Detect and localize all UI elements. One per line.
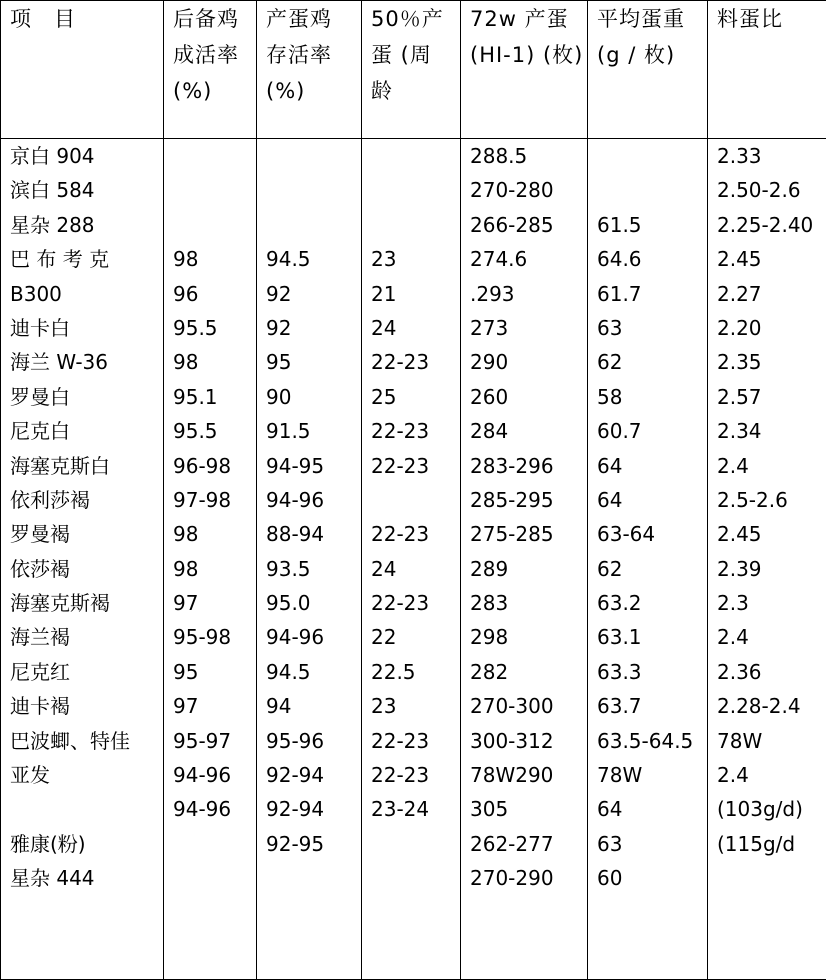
table-cell: 275-285 (470, 522, 554, 547)
column-breed-names (1, 139, 164, 980)
table-cell: 64 (597, 453, 623, 478)
table-cell: 283 (470, 591, 509, 616)
table-cell: .293 (470, 281, 515, 306)
table-cell: 262-277 (470, 831, 554, 856)
header-item (1, 1, 164, 139)
table-cell: 64.6 (597, 247, 642, 272)
table-cell: 94-96 (173, 763, 232, 788)
table-cell (371, 861, 460, 895)
table-cell: 2.20 (717, 315, 762, 340)
table-cell: 21 (371, 281, 397, 306)
table-cell: 94-96 (266, 487, 325, 512)
table-cell: 270-290 (470, 866, 554, 891)
table-cell: 24 (371, 315, 397, 340)
table-cell: 97-98 (173, 487, 232, 512)
table-cell: B300 (10, 281, 62, 306)
column-feed-egg-ratio (708, 139, 826, 980)
table-cell: 罗曼白 (10, 384, 70, 409)
table-cell: (103g/d) (717, 797, 803, 822)
table-cell: 96-98 (173, 453, 232, 478)
table-cell (597, 139, 707, 173)
table-cell: 92-94 (266, 763, 325, 788)
table-cell: 94-96 (266, 625, 325, 650)
table-cell: 274.6 (470, 247, 528, 272)
table-cell: 60.7 (597, 419, 642, 444)
column-72w-egg-count (461, 139, 588, 980)
table-cell: 288.5 (470, 144, 528, 168)
header-72w-egg-count (461, 1, 588, 139)
table-cell: 2.28-2.4 (717, 694, 801, 719)
table-cell: 98 (173, 556, 199, 581)
table-cell: 63.2 (597, 591, 642, 616)
table-cell: 2.4 (717, 625, 749, 650)
table-cell: 22-23 (371, 522, 430, 547)
table-cell: 92-94 (266, 797, 325, 822)
table-cell (173, 173, 256, 207)
header-row (1, 1, 826, 139)
table-cell (371, 827, 460, 861)
table-cell: 97 (173, 591, 199, 616)
table-cell (266, 139, 361, 173)
table-cell: 94.5 (266, 247, 311, 272)
table-cell: 300-312 (470, 728, 554, 753)
table-cell: 62 (597, 556, 623, 581)
table-cell: 63 (597, 831, 623, 856)
table-cell: 63 (597, 315, 623, 340)
table-cell: 23 (371, 247, 397, 272)
table-cell: 依利莎褐 (10, 487, 90, 512)
table-cell: 海兰 W-36 (10, 350, 108, 375)
table-cell: 23 (371, 694, 397, 719)
column-rearing-survival (164, 139, 257, 980)
table-cell: 22-23 (371, 591, 430, 616)
table-cell: 星杂 288 (10, 212, 95, 237)
table-cell: 78W (597, 763, 643, 788)
table-cell: 22-23 (371, 728, 430, 753)
table-cell: 90 (266, 384, 292, 409)
table-cell: 迪卡白 (10, 315, 70, 340)
table-cell: 63.1 (597, 625, 642, 650)
table-cell: 22-23 (371, 419, 430, 444)
table-cell: 98 (173, 522, 199, 547)
table-cell: 25 (371, 384, 397, 409)
table-cell: 94-95 (266, 453, 325, 478)
table-cell: 94-96 (173, 797, 232, 822)
table-cell: 60 (597, 866, 623, 891)
table-cell: 2.27 (717, 281, 762, 306)
table-cell: 95-96 (266, 728, 325, 753)
table-cell: 61.7 (597, 281, 642, 306)
table-cell: 2.33 (717, 144, 762, 168)
table-cell: 94 (266, 694, 292, 719)
table-cell (173, 208, 256, 242)
table-cell: 海塞克斯褐 (10, 591, 110, 616)
table-cell: 海兰褐 (10, 625, 70, 650)
table-cell: 92 (266, 315, 292, 340)
table-cell: 62 (597, 350, 623, 375)
table-cell: 2.34 (717, 419, 762, 444)
header-label: 产蛋鸡 存活率 (%) (266, 7, 332, 103)
header-average-egg-weight (588, 1, 708, 139)
header-label: 项 目 (10, 7, 76, 31)
table-cell: 95-97 (173, 728, 232, 753)
table-cell: 95.0 (266, 591, 311, 616)
table-cell: 22-23 (371, 453, 430, 478)
table-cell: 23-24 (371, 797, 430, 822)
table-cell: 2.45 (717, 247, 762, 272)
table-cell: 305 (470, 797, 509, 822)
table-cell: 58 (597, 384, 623, 409)
table-cell: 雅康(粉) (10, 831, 86, 856)
table-cell (371, 483, 460, 517)
table-cell: 尼克红 (10, 659, 70, 684)
table-cell: 78W290 (470, 763, 554, 788)
table-cell: 罗曼褐 (10, 522, 70, 547)
table-cell: 京白 904 (10, 144, 95, 168)
table-cell (173, 861, 256, 895)
table-cell: 96 (173, 281, 199, 306)
table-cell: 97 (173, 694, 199, 719)
table-cell: 282 (470, 659, 509, 684)
table-cell: 迪卡褐 (10, 694, 70, 719)
table-cell: 95.5 (173, 315, 218, 340)
header-feed-egg-ratio (708, 1, 826, 139)
table-cell: 93.5 (266, 556, 311, 581)
table-cell: 星杂 444 (10, 866, 95, 891)
table-cell: 95.5 (173, 419, 218, 444)
table-cell (717, 861, 826, 895)
table-cell: 2.57 (717, 384, 762, 409)
table-cell: 95 (173, 659, 199, 684)
table-cell: 24 (371, 556, 397, 581)
table-cell: 2.36 (717, 659, 762, 684)
table-cell: 2.5-2.6 (717, 487, 788, 512)
table-cell: 64 (597, 797, 623, 822)
header-50pct-production-age (362, 1, 461, 139)
table-cell: 2.3 (717, 591, 749, 616)
table-cell: 2.35 (717, 350, 762, 375)
table-cell: 63.5-64.5 (597, 728, 694, 753)
table-cell: 22.5 (371, 659, 416, 684)
header-label: 72w 产蛋 (HI-1) (枚) (470, 7, 584, 67)
header-label: 料蛋比 (717, 7, 783, 31)
table-cell (597, 173, 707, 207)
table-cell: 尼克白 (10, 419, 70, 444)
table-cell: 273 (470, 315, 509, 340)
table-cell: 亚发 (10, 763, 50, 788)
table-cell: 2.4 (717, 763, 749, 788)
table-cell: 95-98 (173, 625, 232, 650)
table-cell: 289 (470, 556, 509, 581)
table-cell: 22-23 (371, 763, 430, 788)
table-cell: 海塞克斯白 (10, 453, 110, 478)
table-cell: 2.39 (717, 556, 762, 581)
table-cell: 2.4 (717, 453, 749, 478)
table-cell: 巴 布 考 克 (10, 247, 110, 272)
table-cell: 61.5 (597, 212, 642, 237)
table-cell: 92-95 (266, 831, 325, 856)
table-cell: 2.45 (717, 522, 762, 547)
table-cell: 298 (470, 625, 509, 650)
table-cell: 98 (173, 350, 199, 375)
table-cell: 63.3 (597, 659, 642, 684)
table-cell: 2.50-2.6 (717, 178, 801, 203)
table-cell: 依莎褐 (10, 556, 70, 581)
table-cell: 95.1 (173, 384, 218, 409)
table-cell: 284 (470, 419, 509, 444)
table-cell (266, 208, 361, 242)
table-cell: 260 (470, 384, 509, 409)
table-cell: 270-280 (470, 178, 554, 203)
table-cell (266, 173, 361, 207)
table-cell: 滨白 584 (10, 178, 95, 203)
table-cell: 270-300 (470, 694, 554, 719)
table-cell (371, 208, 460, 242)
table-cell (10, 792, 163, 826)
column-layer-survival (257, 139, 362, 980)
table-cell: 94.5 (266, 659, 311, 684)
table-cell: 78W (717, 728, 763, 753)
table-cell (371, 173, 460, 207)
table-cell: 266-285 (470, 212, 554, 237)
table-cell (173, 139, 256, 173)
table-cell: 巴波蝍、特佳 (10, 728, 130, 753)
table-cell: 95 (266, 350, 292, 375)
table-cell: 63-64 (597, 522, 656, 547)
column-average-egg-weight (588, 139, 708, 980)
table-cell (266, 861, 361, 895)
header-label: 50％产 蛋 (周 龄 (371, 7, 444, 103)
table-cell (173, 827, 256, 861)
table-cell: 2.25-2.40 (717, 212, 814, 237)
body-row (1, 139, 826, 980)
header-label: 平均蛋重 (g / 枚) (597, 7, 685, 67)
table-cell (371, 139, 460, 173)
table-cell: 88-94 (266, 522, 325, 547)
table-cell: 98 (173, 247, 199, 272)
table-cell: 22 (371, 625, 397, 650)
table-cell: 285-295 (470, 487, 554, 512)
table-cell: 22-23 (371, 350, 430, 375)
header-layer-survival (257, 1, 362, 139)
header-label: 后备鸡 成活率 (%) (173, 7, 239, 103)
table-cell: 63.7 (597, 694, 642, 719)
column-50pct-production-age (362, 139, 461, 980)
table-cell: 91.5 (266, 419, 311, 444)
table-cell: 64 (597, 487, 623, 512)
table-cell: 290 (470, 350, 509, 375)
table-cell: 283-296 (470, 453, 554, 478)
table-cell: (115g/d (717, 831, 796, 856)
table-cell: 92 (266, 281, 292, 306)
header-rearing-survival (164, 1, 257, 139)
